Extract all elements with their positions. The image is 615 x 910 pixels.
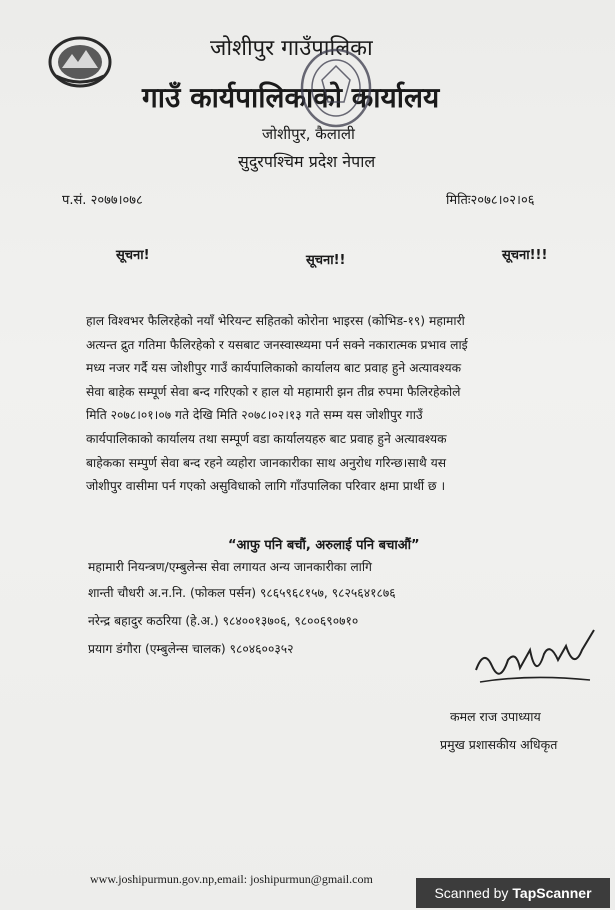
contact-line: शान्ती चौधरी अ.न.नि. (फोकल पर्सन) ९८६५९६८१५७, ९८२५६४१८७६ bbox=[88, 586, 396, 600]
body-line: बाहेकका सम्पुर्ण सेवा बन्द रहने व्यहोरा जानकारीका साथ अनुरोध गरिन्छ।साथै यस bbox=[86, 455, 447, 470]
handwritten-signature-icon bbox=[470, 620, 610, 700]
body-line: सेवा बाहेक सम्पूर्ण सेवा बन्द गरिएको र हाल यो महामारी झन तीव्र रुपमा फैलिरहेकोले bbox=[86, 384, 461, 399]
body-line: मध्य नजर गर्दै यस जोशीपुर गाउँ कार्यपालिकाको कार्यालय बाट प्रवाह हुने अत्यावश्यक bbox=[86, 361, 462, 376]
office-title: गाउँ कार्यपालिकाको कार्यालय bbox=[142, 81, 440, 114]
contact-line: प्रयाग डंगौरा (एम्बुलेन्स चालक) ९८०४६००३५२ bbox=[88, 642, 294, 656]
office-address: जोशीपुर, कैलाली bbox=[262, 125, 355, 143]
reference-number: प.सं. २०७७।०७८ bbox=[62, 193, 143, 208]
government-emblem-icon bbox=[48, 36, 112, 88]
official-stamp-icon bbox=[296, 46, 376, 132]
municipality-name: जोशीपुर गाउँपालिका bbox=[210, 36, 373, 61]
contact-intro: महामारी नियन्त्रण/एम्बुलेन्स सेवा लगायत अन्य जानकारीका लागि bbox=[88, 560, 372, 574]
slogan: “आफु पनि बचौं, अरुलाई पनि बचाऔं” bbox=[228, 538, 420, 553]
watermark-brand: TapScanner bbox=[512, 885, 592, 901]
signer-title: प्रमुख प्रशासकीय अधिकृत bbox=[440, 737, 558, 752]
body-line: जोशीपुर वासीमा पर्न गएको असुविधाको लागि गाँउपालिका परिवार क्षमा प्रार्थी छ । bbox=[86, 479, 446, 494]
notice-heading-1: सूचना! bbox=[116, 248, 150, 263]
contact-line: नरेन्द्र बहादुर कठरिया (हे.अ.) ९८४००१३७०६, ९८००६९०७१० bbox=[88, 614, 359, 628]
body-line: मिति २०७८।०१।०७ गते देखि मिति २०७८।०२।१३ गते सम्म यस जोशीपुर गाउँ bbox=[86, 408, 423, 423]
body-line: हाल विश्वभर फैलिरहेको नयाँ भेरियन्ट सहितको कोरोना भाइरस (कोभिड-१९) महामारी bbox=[86, 314, 465, 328]
notice-heading-3: सूचना!!! bbox=[502, 248, 548, 263]
watermark-prefix: Scanned by bbox=[434, 885, 509, 901]
notice-heading-2: सूचना!! bbox=[306, 253, 346, 268]
body-line: कार्यपालिकाको कार्यालय तथा सम्पूर्ण वडा कार्यालयहरु बाट प्रवाह हुने अत्यावश्यक bbox=[86, 431, 447, 446]
issue-date: मितिः२०७८।०२।०६ bbox=[446, 193, 535, 208]
signer-name: कमल राज उपाध्याय bbox=[450, 709, 541, 724]
body-line: अत्यन्त द्रुत गतिमा फैलिरहेको र यसबाट जनस्वास्थ्यमा पर्न सक्ने नकारात्मक प्रभाव लाई bbox=[86, 337, 468, 352]
province-name: सुदुरपश्चिम प्रदेश नेपाल bbox=[238, 152, 376, 171]
scanner-watermark bbox=[416, 878, 610, 908]
footer-contact: www.joshipurmun.gov.np,email: joshipurmun@gmail.com bbox=[90, 872, 373, 886]
notice-body bbox=[86, 310, 562, 499]
